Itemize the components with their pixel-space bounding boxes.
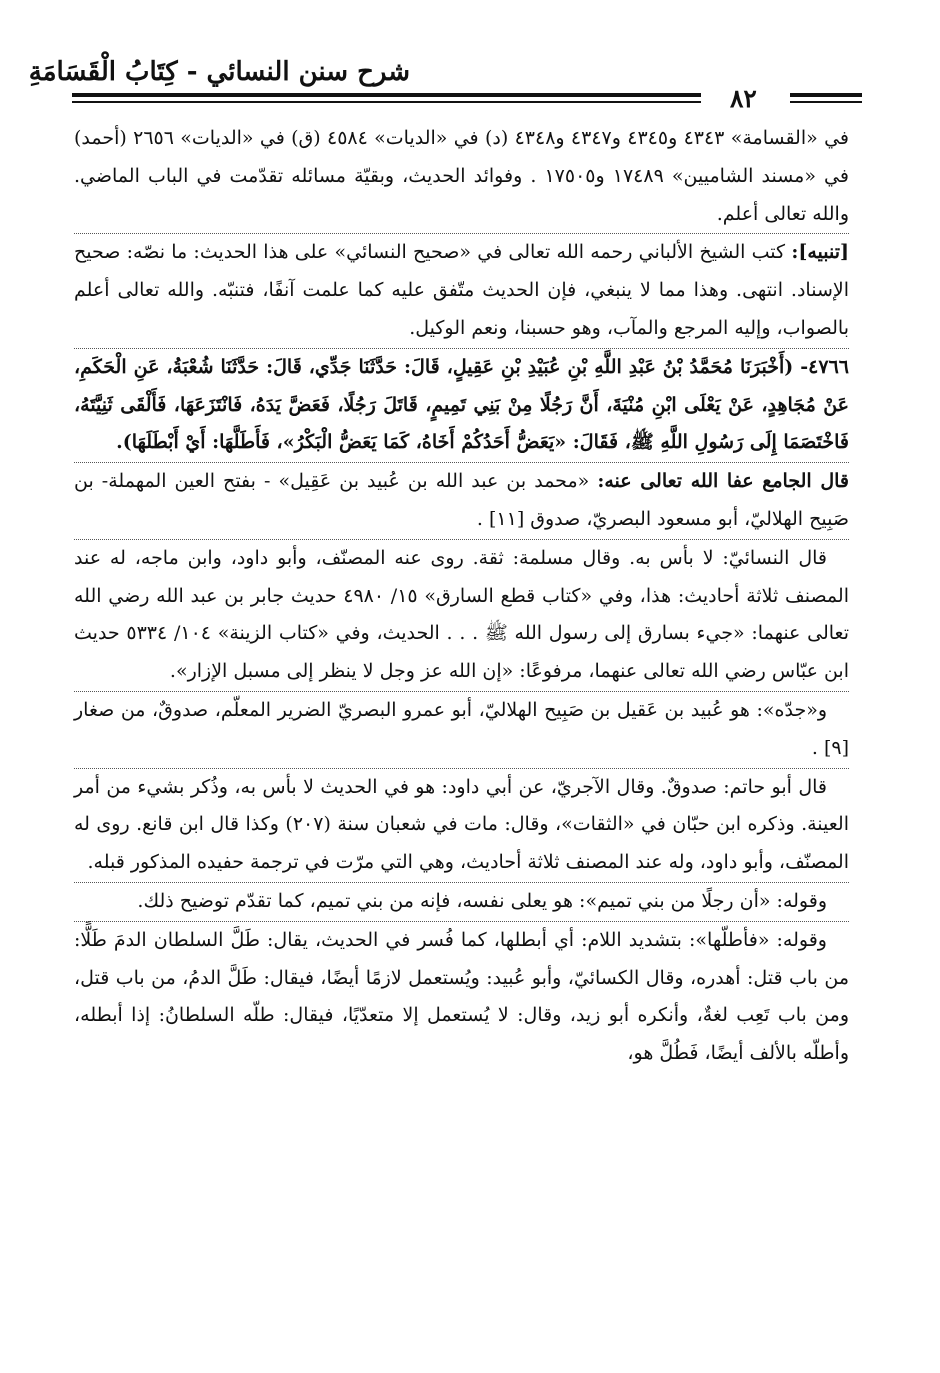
- paragraph-text: كتب الشيخ الألباني رحمه الله تعالى في «صحيح النسائي» على هذا الحديث: ما نصّه: صحيح الإسناد. انتهى. وهذا مما لا ينبغي، فإن الحديث متّفق عليه كما علمت آنفًا، فتنبّه. والله تعالى أعلم بالصواب، وإليه المرجع والمآب، وهو حسبنا، ونعم الوكيل.: [74, 241, 849, 339]
- paragraph-narrator-grading: [74, 540, 849, 692]
- paragraph-explanation-atallaha: [74, 922, 849, 1073]
- paragraph-text: و«جدّه»: هو عُبيد بن عَقيل بن صَبِيح الهلاليّ، أبو عمرو البصريّ الضرير المعلّم، صدوقٌ، من صغار [٩] .: [74, 698, 849, 759]
- paragraph-text: قال أبو حاتم: صدوقٌ. وقال الآجريّ، عن أبي داود: هو في الحديث لا بأس به، وذُكر بشيء من أمر العينة. وذكره ابن حبّان في «الثقات»، وقال: مات في شعبان سنة (٢٠٧) وكذا قال ابن قانع. روى له المصنّف، وأبو داود، وله عند المصنف ثلاثة أحاديث، وهي التي مرّت في ترجمة حفيده المذكور قبله.: [74, 775, 849, 874]
- running-header-title: شرح سنن النسائي - كِتَابُ الْقَسَامَةِ: [28, 57, 410, 87]
- paragraph-grandfather: [74, 692, 849, 769]
- paragraph-text: وقوله: «فأطلّها»: بتشديد اللام: أي أبطلها، كما فُسر في الحديث، يقال: طَلَّ السلطان الدمَ طَلًّا: من باب قتل: أهدره، وقال الكسائيّ، وأبو عُبيد: ويُستعمل لازمًا أيضًا، فيقال: طَلَّ الدمُ، من باب قتل، ومن باب تَعِب لغةٌ، وأنكره أبو زيد، وقال: لا يُستعمل إلا متعدّيًا، فيقال: طلّه السلطانُ: إذا أبطله، وأطلّه بالألف أيضًا، فَطُلَّ هو،: [74, 928, 849, 1065]
- paragraph-explanation-tamim: [74, 883, 849, 922]
- paragraph-text: وقوله: «أن رجلًا من بني تميم»: هو يعلى نفسه، فإنه من بني تميم، كما تقدّم توضيح ذلك.: [137, 889, 827, 912]
- paragraph-note: [74, 234, 849, 348]
- header-rule-thin: [72, 101, 701, 103]
- paragraph-hadith: [74, 349, 849, 463]
- header-rule-thick: [72, 93, 701, 97]
- commentator-label: قال الجامع عفا الله تعالى عنه:: [597, 470, 849, 493]
- paragraph-commentary: [74, 463, 849, 540]
- paragraph-text: «محمد بن عبد الله بن عُبيد بن عَقِيل» - بفتح العين المهملة- بن صَبِيح الهلاليّ، أبو مسعود البصريّ، صدوق [١١] .: [74, 470, 849, 530]
- paragraph-text: قال النسائيّ: لا بأس به. وقال مسلمة: ثقة. روى عنه المصنّف، وأبو داود، وابن ماجه، له عند المصنف ثلاثة أحاديث: هذا، وفي «كتاب قطع السارق» ١٥/ ٤٩٨٠ حديث جابر بن عبد الله رضي الله تعالى عنهما: «جيء بسارق إلى رسول الله ﷺ . . . الحديث، وفي «كتاب الزينة» ١٠٤/ ٥٣٣٤ حديث ابن عبّاس رضي الله تعالى عنهما، مرفوعًا: «إن الله عز وجل لا ينظر إلى مسبل الإزار».: [74, 546, 849, 683]
- page-number: ٨٢: [730, 84, 757, 113]
- page-number-rule-thick: [790, 93, 862, 97]
- paragraph-text: في «القسامة» ٤٣٤٣ و٤٣٤٥ و٤٣٤٧ و٤٣٤٨ (د) في «الديات» ٤٥٨٤ (ق) في «الديات» ٢٦٥٦ (أحمد) في «مسند الشاميين» ١٧٤٨٩ و١٧٥٠٥ . وفوائد الحديث، وبقيّة مسائله تقدّمت في الباب الماضي. والله تعالى أعلم.: [74, 127, 849, 225]
- hadith-text: ٤٧٦٦- (أَخْبَرَنَا مُحَمَّدُ بْنُ عَبْدِ اللَّهِ بْنِ عُبَيْدِ بْنِ عَقِيلٍ، قَالَ: حَدَّثَنَا جَدِّي، قَالَ: حَدَّثَنَا شُعْبَةُ، عَنِ الْحَكَمِ، عَنْ مُجَاهِدٍ، عَنْ يَعْلَى ابْنِ مُنْيَةَ، أَنَّ رَجُلًا مِنْ بَنِي تَمِيمٍ، قَاتَلَ رَجُلًا، فَعَضَّ يَدَهُ، فَانْتَزَعَهَا، فَأَلْقَى ثَنِيَّتَهُ، فَاخْتَصَمَا إِلَى رَسُولِ اللَّهِ ﷺ، فَقَالَ: «يَعَضُّ أَحَدُكُمْ أَخَاهُ، كَمَا يَعَضُّ الْبَكْرُ»، فَأَطَلَّهَا: أَيْ أَبْطَلَهَا).: [74, 355, 849, 454]
- note-label: [تنبيه]:: [791, 241, 849, 264]
- page-body: [74, 120, 849, 1073]
- paragraph-references: [74, 120, 849, 234]
- page-number-rule-thin: [790, 101, 862, 103]
- paragraph-grandfather-grading: [74, 769, 849, 883]
